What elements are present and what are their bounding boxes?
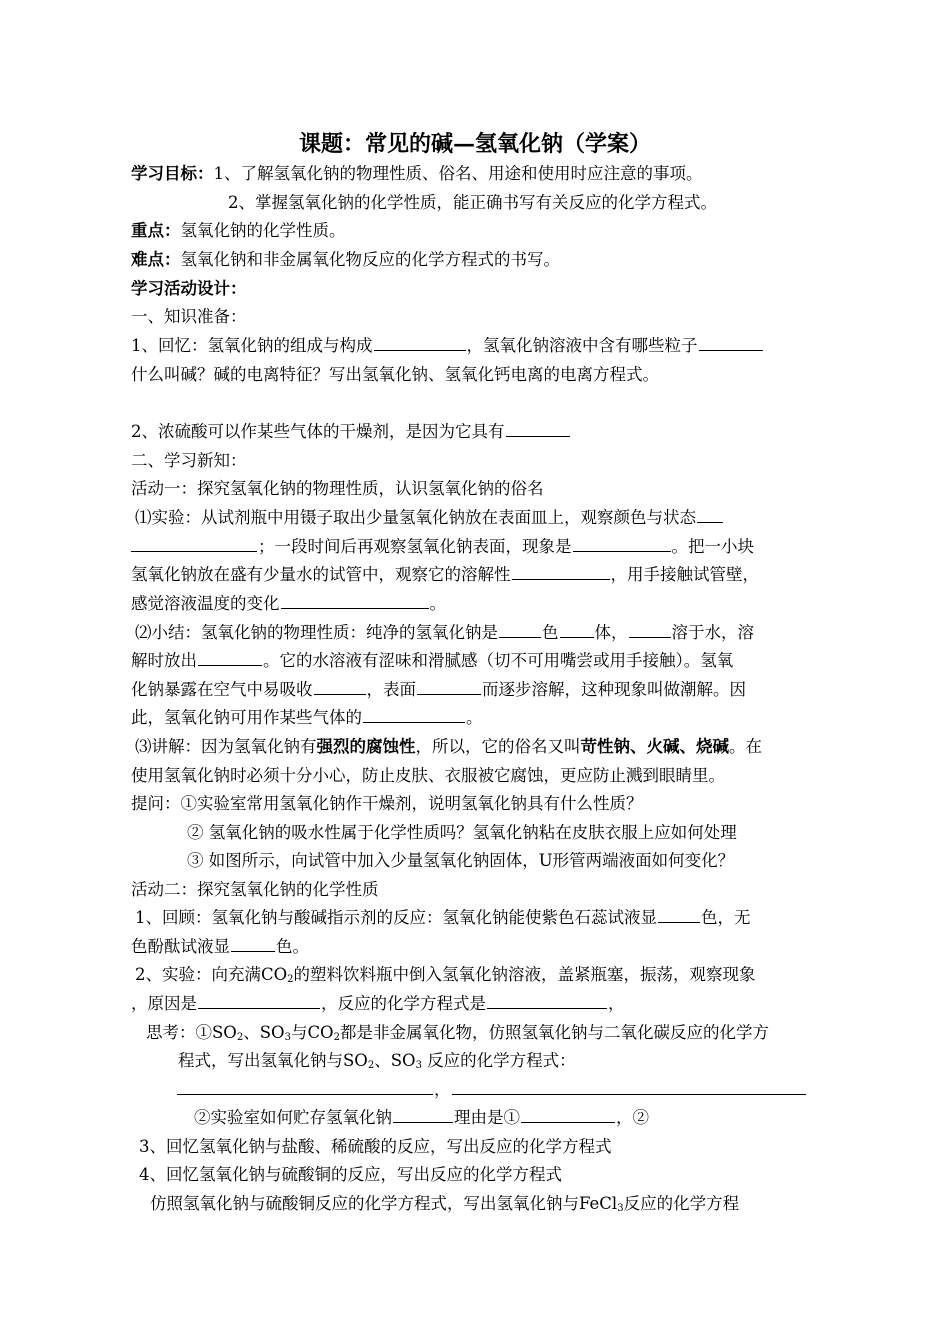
blank-color-state-2[interactable] <box>131 535 257 553</box>
lec-bold-common-names: 苛性钠、火碱、烧碱 <box>580 737 729 756</box>
experiment-line-2 <box>131 534 754 560</box>
part1-q2-line <box>131 419 571 445</box>
blank-reason-1[interactable] <box>521 1106 615 1124</box>
th-text-e: 程式，写出氢氧化钠与SO <box>178 1051 368 1070</box>
blank-color-state-1[interactable] <box>697 506 723 524</box>
th-sub-1: 2 <box>236 1032 244 1043</box>
blank-temperature-change[interactable] <box>281 592 429 610</box>
th-text-c: 与CO <box>290 1023 334 1042</box>
th-comma: ， <box>434 1080 451 1099</box>
st-text-b: 理由是① <box>454 1108 520 1127</box>
question-line-1: 提问：①实验室常用氢氧化钠作干燥剂，说明氢氧化钠具有什么性质？ <box>131 794 643 813</box>
goals-label: 学习目标： <box>131 164 214 183</box>
difficulty-text: 氢氧化钠和非金属氧化物反应的化学方程式的书写。 <box>180 250 560 269</box>
lec-text-a: ⑶讲解：因为氢氧化钠有 <box>135 737 317 756</box>
sum-text-i: 而逐步溶解，这种现象叫做潮解。因 <box>482 680 746 699</box>
summary-line-4 <box>131 705 483 731</box>
th-text-b: 、SO <box>243 1023 285 1042</box>
lec-text-e: 。在 <box>729 737 762 756</box>
lec-bold-corrosive: 强烈的腐蚀性 <box>316 737 416 756</box>
q1-text-a: 1、回忆：氢氧化钠的组成与构成 <box>131 336 373 355</box>
blank-phenolphthalein-color[interactable] <box>231 935 275 953</box>
activity1-heading: 活动一：探究氢氧化钠的物理性质，认识氢氧化钠的俗名 <box>131 479 544 498</box>
activity2-heading: 活动二：探究氢氧化钠的化学性质 <box>131 880 379 899</box>
q4b-text-a: 仿照氢氧化钠与硫酸铜反应的化学方程式，写出氢氧化钠与FeCl <box>150 1194 618 1213</box>
think-line-1 <box>146 1020 769 1046</box>
blank-equation-so3[interactable] <box>452 1078 806 1096</box>
review-line-2 <box>131 934 309 960</box>
rev-text-d: 色。 <box>276 937 309 956</box>
blank-water-solubility[interactable] <box>629 621 671 639</box>
lecture-line-2: 使用氢氧化钠时必须十分小心，防止皮肤、衣服被它腐蚀，更应防止溅到眼睛里。 <box>131 766 725 785</box>
blank-sulfuric-property[interactable] <box>506 420 570 438</box>
ex2-text-c: ，原因是 <box>131 994 197 1013</box>
sum-text-k: 。 <box>466 708 483 727</box>
blank-equation-so2[interactable] <box>177 1078 433 1096</box>
blank-drying-agent[interactable] <box>363 706 465 724</box>
goal-item-1: 1、了解氢氧化钠的物理性质、俗名、用途和使用时应注意的事项。 <box>213 164 703 183</box>
experiment2-line-2 <box>131 991 625 1017</box>
experiment-line-3 <box>131 562 759 588</box>
q2-text: 2、浓硫酸可以作某些气体的干燥剂，是因为它具有 <box>131 422 505 441</box>
goal-item-2: 2、掌握氢氧化钠的化学性质，能正确书写有关反应的化学方程式。 <box>228 193 717 212</box>
summary-line-2 <box>131 648 733 674</box>
th-text-g: 反应的化学方程式： <box>421 1051 576 1070</box>
exp-text-a: ⑴实验：从试剂瓶中用镊子取出少量氢氧化钠放在表面皿上，观察颜色与状态 <box>135 508 696 527</box>
sum-text-j: 此，氢氧化钠可用作某些气体的 <box>131 708 362 727</box>
sum-text-a: ⑵小结：氢氧化钠的物理性质：纯净的氢氧化钠是 <box>135 623 498 642</box>
st-text-c: ，② <box>616 1108 649 1127</box>
page-title: 课题：常见的碱—氢氧化钠（学案） <box>298 131 651 157</box>
th-text-d: 都是非金属氧化物，仿照氢氧化钠与二氧化碳反应的化学方 <box>339 1023 769 1042</box>
review-line-1 <box>135 905 751 931</box>
th-text-f: 、SO <box>374 1051 416 1070</box>
q4b-subscript: 3 <box>617 1203 624 1214</box>
blank-heat-released[interactable] <box>198 649 262 667</box>
sum-text-e: 解时放出 <box>131 651 197 670</box>
blank-storage-method[interactable] <box>393 1106 453 1124</box>
goals-line-2 <box>228 190 717 216</box>
question-4b-line <box>150 1191 739 1217</box>
sum-text-f: 。它的水溶液有涩味和滑腻感（切不可用嘴尝或用手接触）。氢氧 <box>263 651 734 670</box>
blank-reason[interactable] <box>198 992 320 1010</box>
sum-text-c: 体， <box>594 623 628 642</box>
st-text-a: ②实验室如何贮存氢氧化钠 <box>194 1108 392 1127</box>
th-sub-3: 2 <box>333 1032 340 1043</box>
summary-line-1 <box>135 620 754 646</box>
question-line-2: ② 氢氧化钠的吸水性属于化学性质吗？氢氧化钠粘在皮肤衣服上应如何处理 <box>187 823 737 842</box>
goals-line-1 <box>131 161 703 187</box>
rev-text-b: 色，无 <box>701 908 751 927</box>
ex2-subscript: 2 <box>287 974 294 985</box>
th-text-a: 思考：①SO <box>146 1023 237 1042</box>
think-line-2 <box>178 1048 576 1074</box>
blank-absorbs[interactable] <box>314 678 366 696</box>
ex2-text-a: 2、实验：向充满CO <box>135 965 288 984</box>
exp-text-g: 。 <box>429 594 446 613</box>
part1-q1-line <box>131 333 764 359</box>
sum-text-h: ，表面 <box>366 680 416 699</box>
activity-design-heading: 学习活动设计： <box>131 279 247 298</box>
q1-text-b: ，氢氧化钠溶液中含有哪些粒子 <box>466 336 698 355</box>
question-3-line: 3、回忆氢氧化钠与盐酸、稀硫酸的反应，写出反应的化学方程式 <box>139 1137 612 1156</box>
th-sub-5: 3 <box>415 1060 422 1071</box>
key-point-label: 重点： <box>131 221 181 240</box>
exp-text-c: 。把一小块 <box>671 537 754 556</box>
question-line-3: ③ 如图所示，向试管中加入少量氢氧化钠固体，U形管两端液面如何变化？ <box>187 851 735 870</box>
think-answer-line <box>177 1077 807 1103</box>
lecture-line-1 <box>135 734 762 760</box>
blank-surface-phenomenon[interactable] <box>573 535 671 553</box>
blank-surface-change[interactable] <box>417 678 481 696</box>
part1-q1-line-2: 什么叫碱？碱的电离特征？写出氢氧化钠、氢氧化钙电离的电离方程式。 <box>131 365 659 384</box>
blank-pure-color[interactable] <box>499 621 541 639</box>
exp-text-f: 感觉溶液温度的变化 <box>131 594 280 613</box>
q4b-text-b: 反应的化学方程 <box>623 1194 740 1213</box>
rev-text-a: 1、回顾：氢氧化钠与酸碱指示剂的反应：氢氧化钠能使紫色石蕊试液显 <box>135 908 657 927</box>
exp-text-e: ，用手接触试管壁， <box>610 565 759 584</box>
sum-text-d: 溶于水，溶 <box>671 623 754 642</box>
th-sub-2: 3 <box>284 1032 291 1043</box>
ex2-text-e: ， <box>608 994 625 1013</box>
lec-text-c: ，所以，它的俗名又叫 <box>415 737 581 756</box>
sum-text-g: 化钠暴露在空气中易吸收 <box>131 680 313 699</box>
blank-particles[interactable] <box>699 334 763 352</box>
difficulty-label: 难点： <box>131 250 181 269</box>
ex2-text-d: ，反应的化学方程式是 <box>321 994 486 1013</box>
blank-equation-co2[interactable] <box>487 992 607 1010</box>
question-4-line: 4、回忆氢氧化钠与硫酸铜的反应，写出反应的化学方程式 <box>139 1165 562 1184</box>
summary-line-3 <box>131 677 746 703</box>
blank-solubility[interactable] <box>512 563 610 581</box>
experiment2-line-1 <box>135 962 756 988</box>
rev-text-c: 色酚酞试液显 <box>131 937 230 956</box>
key-point-text: 氢氧化钠的化学性质。 <box>180 221 346 240</box>
difficulty-line <box>131 247 560 273</box>
storage-line <box>194 1105 649 1131</box>
part1-heading: 一、知识准备： <box>131 307 247 326</box>
ex2-text-b: 的塑料饮料瓶中倒入氢氧化钠溶液，盖紧瓶塞，振荡，观察现象 <box>293 965 756 984</box>
experiment-line-1 <box>135 505 724 531</box>
sum-text-b: 色 <box>542 623 559 642</box>
th-sub-4: 2 <box>367 1060 375 1071</box>
blank-physical-state[interactable] <box>560 621 594 639</box>
part2-heading: 二、学习新知： <box>131 451 247 470</box>
experiment-line-4 <box>131 591 446 617</box>
key-point-line <box>131 218 346 244</box>
exp-text-d: 氢氧化钠放在盛有少量水的试管中，观察它的溶解性 <box>131 565 511 584</box>
exp-text-b: ；一段时间后再观察氢氧化钠表面，现象是 <box>258 537 572 556</box>
blank-composition[interactable] <box>374 334 466 352</box>
blank-litmus-color[interactable] <box>658 906 700 924</box>
